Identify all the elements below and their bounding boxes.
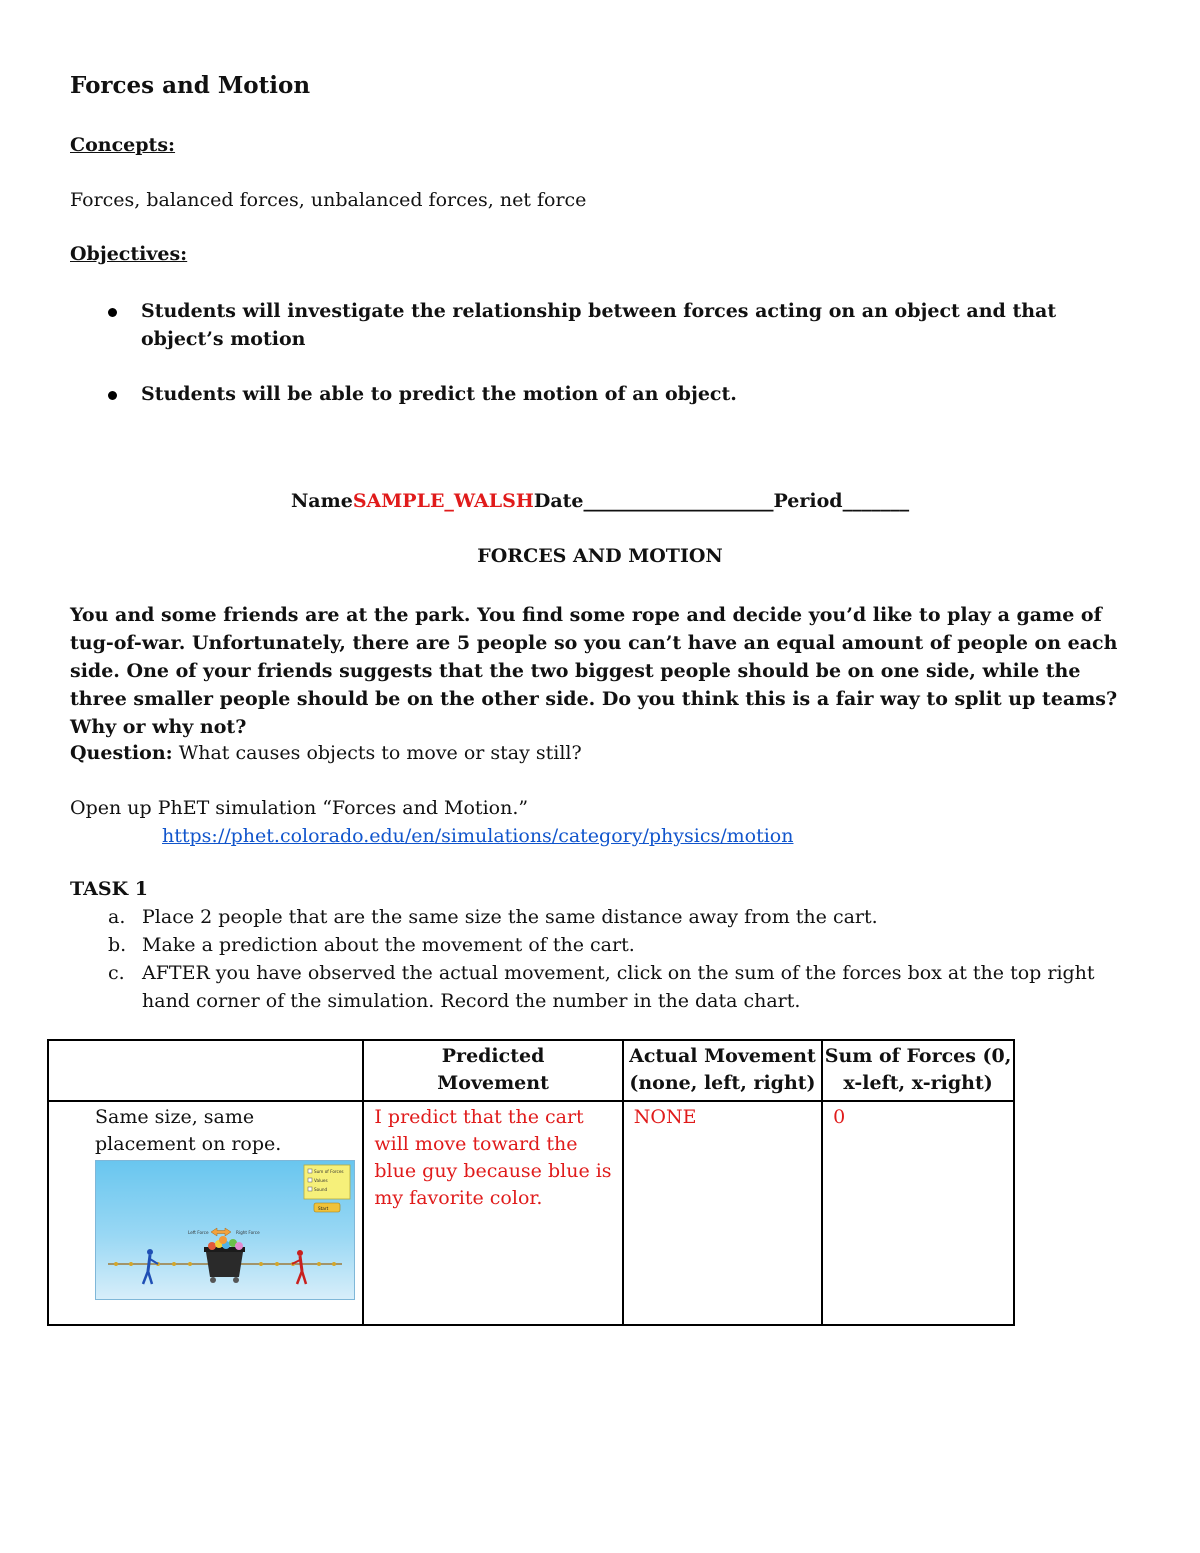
table-header-predicted: Predicted Movement bbox=[363, 1040, 622, 1101]
sim-start-button: Start bbox=[318, 1206, 329, 1211]
objectives-heading: Objectives: bbox=[70, 243, 188, 265]
task-step bbox=[70, 931, 1170, 959]
sim-checkbox-sum: Sum of Forces bbox=[314, 1169, 344, 1174]
task-step-text: Make a prediction about the movement of the cart. bbox=[142, 934, 635, 956]
date-label: Date bbox=[533, 490, 584, 512]
task-step-label: b. bbox=[108, 934, 127, 956]
blue-puller-figure bbox=[143, 1249, 158, 1284]
sim-right-force-label: Right Force bbox=[236, 1230, 260, 1235]
section-title: FORCES AND MOTION bbox=[477, 545, 723, 567]
tug-of-war-illustration bbox=[96, 1161, 354, 1299]
actual-cell[interactable]: NONE bbox=[623, 1101, 822, 1325]
task-step bbox=[70, 959, 1170, 1015]
objective-text: Students will be able to predict the motion of an object. bbox=[141, 383, 737, 405]
period-blank[interactable]: _______ bbox=[842, 490, 910, 512]
question-label: Question: bbox=[70, 742, 173, 764]
setup-cell bbox=[48, 1101, 363, 1325]
task-step-text: AFTER you have observed the actual movement, click on the sum of the forces box at the top right hand corner of the simulation. Record the number in the data chart. bbox=[142, 962, 1095, 1012]
task-step-label: a. bbox=[108, 906, 126, 928]
table-header-row bbox=[48, 1040, 1014, 1101]
open-sim-text bbox=[70, 794, 570, 822]
question-text: What causes objects to move or stay still? bbox=[172, 742, 582, 764]
table-header-sum: Sum of Forces (0, x-left, x-right) bbox=[822, 1040, 1014, 1101]
table-header-actual: Actual Movement (none, left, right) bbox=[623, 1040, 822, 1101]
data-chart bbox=[47, 1039, 1015, 1326]
task-step-text: Place 2 people that are the same size the same distance away from the cart. bbox=[142, 906, 878, 928]
sum-cell[interactable]: 0 bbox=[822, 1101, 1014, 1325]
concepts-text: Forces, balanced forces, unbalanced forces, net force bbox=[70, 189, 587, 211]
period-label: Period bbox=[773, 490, 843, 512]
table-row bbox=[48, 1101, 1014, 1325]
task-step bbox=[70, 903, 1170, 931]
page-title: Forces and Motion bbox=[70, 72, 311, 99]
sim-link-text[interactable]: https://phet.colorado.edu/en/simulations/category/physics/motion bbox=[162, 825, 794, 847]
bullet-icon bbox=[108, 308, 117, 317]
sim-checkbox-values: Values bbox=[314, 1178, 328, 1183]
objective-text: Students will investigate the relationship between forces acting on an object and that object’s motion bbox=[141, 300, 1057, 350]
task-step-label: c. bbox=[108, 962, 125, 984]
sim-checkbox-sound: Sound bbox=[314, 1187, 328, 1192]
name-value[interactable]: SAMPLE_WALSH bbox=[352, 490, 534, 512]
student-info-line bbox=[0, 490, 1200, 512]
date-blank[interactable]: ____________________ bbox=[583, 490, 774, 512]
sim-link[interactable] bbox=[162, 822, 793, 850]
question-line bbox=[70, 739, 582, 767]
sim-left-force-label: Left Force bbox=[188, 1230, 209, 1235]
concepts-heading: Concepts: bbox=[70, 134, 176, 156]
bullet-icon bbox=[108, 391, 117, 400]
predicted-cell[interactable]: I predict that the cart will move toward the blue guy because blue is my favorite color. bbox=[363, 1101, 622, 1325]
table-header-blank bbox=[48, 1040, 363, 1101]
task1-heading: TASK 1 bbox=[70, 878, 148, 900]
setup-text: Same size, same placement on rope. bbox=[95, 1106, 282, 1155]
red-puller-figure bbox=[292, 1250, 306, 1284]
objective-item bbox=[108, 380, 1108, 410]
scenario-paragraph: You and some friends are at the park. You find some rope and decide you’d like to play a game of tug-of-war. Unfortunately, there are 5 people so you can’t have an equal amount of people on each side. One of your friends suggests that the two biggest people should be on one side, while the three smaller people should be on the other side. Do you think this is a fair way to split up teams? Why or why not? bbox=[70, 604, 1118, 738]
simulation-screenshot bbox=[95, 1160, 355, 1300]
name-label: Name bbox=[290, 490, 353, 512]
objective-item bbox=[108, 297, 1108, 357]
open-sim-instruction: Open up PhET simulation “Forces and Motion.” bbox=[70, 797, 529, 819]
